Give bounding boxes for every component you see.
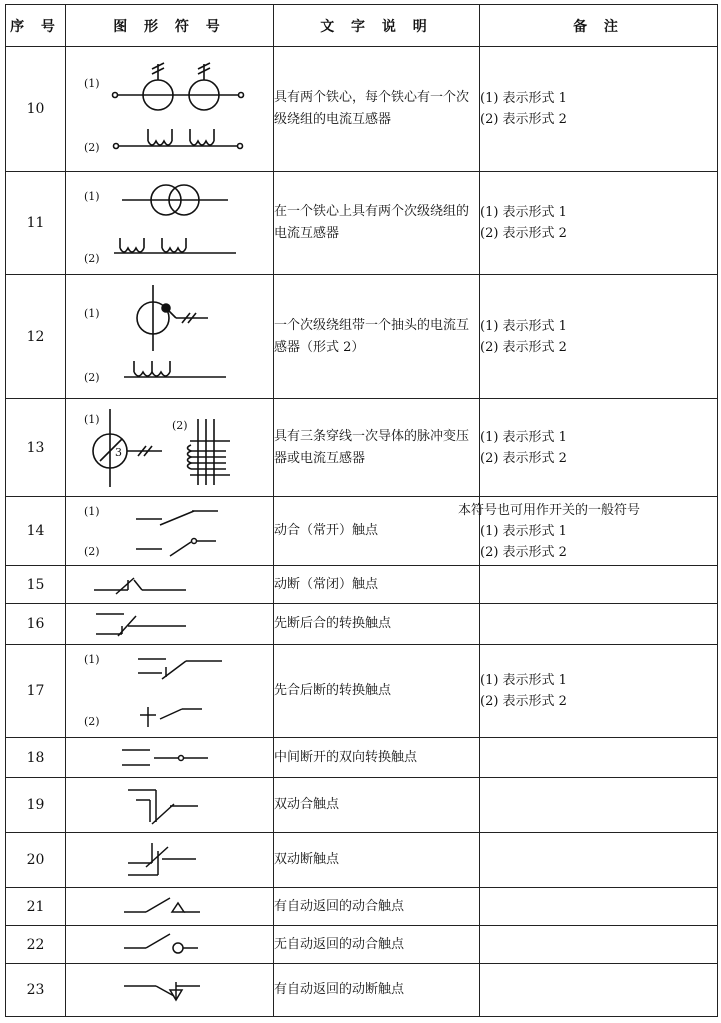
row-number: 12 <box>6 275 66 399</box>
ct-two-cores-symbol <box>66 47 274 172</box>
row-note <box>480 399 718 497</box>
svg-text:(2): (2) <box>84 715 100 728</box>
row-number: 16 <box>6 604 66 645</box>
row-description: 具有三条穿线一次导体的脉冲变压器或电流互感器 <box>274 399 480 497</box>
note-line: (1) 表示形式 1 <box>480 205 567 220</box>
table-row <box>6 275 718 399</box>
note-line: (1) 表示形式 1 <box>480 91 567 106</box>
row-description: 双动断触点 <box>274 833 480 888</box>
note-line: (2) 表示形式 2 <box>480 694 567 709</box>
header-desc: 文 字 说 明 <box>274 5 480 47</box>
ct-tapped-winding-symbol <box>66 275 274 399</box>
row-note <box>480 275 718 399</box>
row-number: 22 <box>6 926 66 964</box>
row-description: 具有两个铁心，每个铁心有一个次级绕组的电流互感器 <box>274 47 480 172</box>
row-note <box>480 604 718 645</box>
note-line: (2) 表示形式 2 <box>480 112 567 127</box>
break-contact-auto-return-symbol <box>66 964 274 1017</box>
double-break-contact-symbol <box>66 833 274 888</box>
svg-text:(1): (1) <box>84 190 100 203</box>
row-number: 17 <box>6 645 66 738</box>
row-note <box>480 833 718 888</box>
note-line: (1) 表示形式 1 <box>480 318 567 334</box>
changeover-break-before-make-symbol <box>66 604 274 645</box>
svg-text:(2): (2) <box>84 141 100 154</box>
ct-one-core-two-windings-symbol <box>66 172 274 275</box>
row-description: 有自动返回的动断触点 <box>274 964 480 1017</box>
note-heading: 本符号也可用作开关的一般符号 <box>458 502 641 518</box>
row-number: 20 <box>6 833 66 888</box>
break-contact-symbol <box>66 566 274 604</box>
table-row <box>6 833 718 888</box>
svg-text:(1): (1) <box>84 307 100 320</box>
table-row <box>6 172 718 275</box>
table-row <box>6 645 718 738</box>
make-contact-no-auto-return-symbol <box>66 926 274 964</box>
table-row <box>6 399 718 497</box>
changeover-make-before-break-symbol <box>66 645 274 738</box>
double-make-contact-symbol <box>66 778 274 833</box>
row-note <box>480 566 718 604</box>
row-note <box>458 497 718 566</box>
row-number: 21 <box>6 888 66 926</box>
row-description: 在一个铁心上具有两个次级绕组的电流互感器 <box>274 172 480 275</box>
note-line: (1) 表示形式 1 <box>480 523 567 539</box>
row-description: 中间断开的双向转换触点 <box>274 738 480 778</box>
note-line: (2) 表示形式 2 <box>480 450 567 466</box>
table-row <box>6 778 718 833</box>
row-note <box>480 888 718 926</box>
table-row <box>6 604 718 645</box>
row-number: 11 <box>6 172 66 275</box>
row-note <box>480 778 718 833</box>
header-graph: 图 形 符 号 <box>66 5 274 47</box>
row-note <box>480 47 718 172</box>
table-row <box>6 964 718 1017</box>
note-line: (2) 表示形式 2 <box>480 226 567 241</box>
make-contact-symbol <box>66 497 274 566</box>
row-description: 无自动返回的动合触点 <box>274 926 480 964</box>
row-note <box>480 738 718 778</box>
row-number: 10 <box>6 47 66 172</box>
row-note <box>480 172 718 275</box>
row-description: 动断（常闭）触点 <box>274 566 480 604</box>
note-line: (2) 表示形式 2 <box>480 544 567 560</box>
table-row <box>6 926 718 964</box>
header-note: 备 注 <box>480 5 718 47</box>
pulse-transformer-symbol <box>66 399 274 497</box>
table-row <box>6 566 718 604</box>
svg-text:(2): (2) <box>84 252 100 265</box>
row-number: 18 <box>6 738 66 778</box>
row-number: 19 <box>6 778 66 833</box>
make-contact-auto-return-symbol <box>66 888 274 926</box>
svg-text:(1): (1) <box>84 413 100 426</box>
note-line: (1) 表示形式 1 <box>480 429 567 445</box>
row-note <box>480 964 718 1017</box>
svg-text:(2): (2) <box>172 419 188 432</box>
row-note <box>480 926 718 964</box>
row-description: 一个次级绕组带一个抽头的电流互感器（形式 2） <box>274 275 480 399</box>
symbol-table <box>5 4 718 1017</box>
table-row <box>6 497 718 566</box>
header-seq: 序 号 <box>6 5 66 47</box>
row-description: 先断后合的转换触点 <box>274 604 480 645</box>
table-row <box>6 47 718 172</box>
note-line: (1) 表示形式 1 <box>480 673 567 688</box>
row-number: 13 <box>6 399 66 497</box>
svg-text:(2): (2) <box>84 371 100 384</box>
row-description: 有自动返回的动合触点 <box>274 888 480 926</box>
row-description: 先合后断的转换触点 <box>274 645 480 738</box>
row-number: 23 <box>6 964 66 1017</box>
row-description: 双动合触点 <box>274 778 480 833</box>
row-number: 14 <box>6 497 66 566</box>
svg-text:3: 3 <box>115 446 122 459</box>
svg-text:(1): (1) <box>84 505 100 518</box>
row-note <box>480 645 718 738</box>
row-number: 15 <box>6 566 66 604</box>
row-description: 动合（常开）触点 <box>274 497 480 566</box>
note-line: (2) 表示形式 2 <box>480 339 567 355</box>
svg-text:(1): (1) <box>84 653 100 666</box>
table-row <box>6 888 718 926</box>
svg-text:(1): (1) <box>84 77 100 90</box>
svg-text:(2): (2) <box>84 545 100 558</box>
table-row <box>6 738 718 778</box>
table-header-row <box>6 5 718 47</box>
two-way-center-off-symbol <box>66 738 274 778</box>
